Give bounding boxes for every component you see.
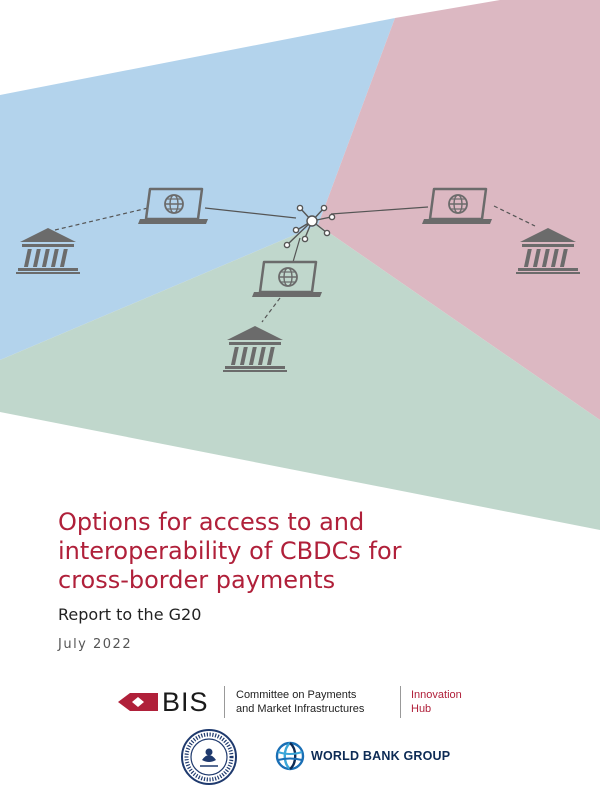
world-bank-logo [275, 741, 450, 771]
world-bank-wordmark: WORLD BANK GROUP [311, 749, 451, 763]
hub-line: Innovation [411, 689, 462, 701]
cpmi-line: Committee on Payments [236, 689, 357, 701]
bis-logo [118, 687, 209, 717]
title-line: cross-border payments [58, 566, 336, 594]
report-subtitle: Report to the G20 [58, 605, 202, 624]
logo-divider [400, 686, 401, 718]
bis-emblem-icon [118, 690, 158, 714]
title-line: Options for access to and [58, 508, 365, 536]
logo-divider [224, 686, 225, 718]
report-date: July 2022 [58, 637, 133, 652]
title-line: interoperability of CBDCs for [58, 537, 402, 565]
hub-line: Hub [411, 703, 432, 715]
imf-seal-icon [180, 728, 238, 786]
bis-wordmark: BIS [162, 686, 209, 717]
world-bank-globe-icon [275, 741, 305, 771]
cpmi-line: and Market Infrastructures [236, 703, 365, 715]
report-title [58, 508, 558, 595]
cpmi-logo [236, 688, 364, 716]
innovation-hub-logo [411, 688, 462, 716]
